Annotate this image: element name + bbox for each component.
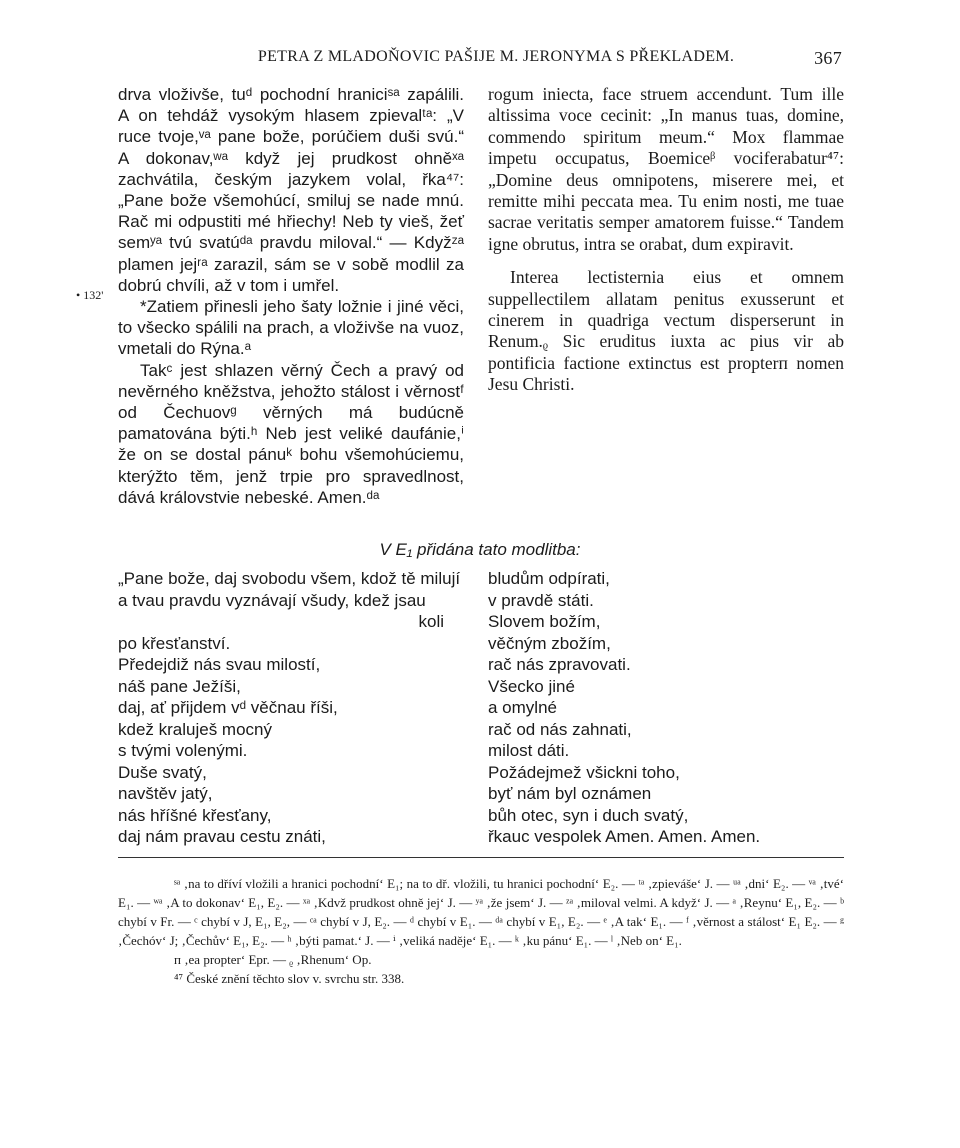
prayer-line: byť nám byl oznámen [488, 784, 652, 803]
prayer-line: kdež kraluješ mocný [118, 719, 273, 739]
footnote-variants: ˢᵃ ‚na to dříví vložili a hranici pochodní‘ E₁; na to dř. vložili, tu hranici pochodní‘ E₂. — ᵗᵃ ‚zpieváše‘ J. — ᵘᵃ ‚dni‘ E₂. — ᵛᵃ ‚tvé‘ E₁. — ʷᵃ ‚A to dokonav‘ E₁, E₂. — ˣᵃ ‚Kdvž prudkost ohně jej‘ J. — ʸᵃ ‚že jsem‘ J. — ᶻᵃ ‚miloval velmi. A když‘ J. — ᵃ ‚Reynu‘ E₁, E₂. — ᵇ chybí v Fr. — ᶜ chybí v J, E₁, E₂, — ᶜᵃ chybí v J, E₂. — ᵈ chybí v E₁. — ᵈᵃ chybí v E₁, E₂. — ᵉ ‚A tak‘ E₁. — ᶠ ‚věrnost a stálost‘ E₁ E₂. — ᵍ ‚Čechóv‘ J; ‚Čechův‘ E₁, E₂. — ʰ ‚býti pamat.‘ J. — ⁱ ‚veliká naděje‘ E₁. — ᵏ ‚ku pánu‘ E₁. — ˡ ‚Neb on‘ E₁. [118, 876, 844, 948]
prayer-line: věčným zbožím, [488, 633, 611, 653]
prayer-line: daj, ať přijdem vᵈ věčnau říši, [118, 698, 338, 717]
prayer-line: a omylné [488, 698, 557, 717]
latin-paragraph-1: rogum iniecta, face struem accendunt. Tum ille altissima voce cecinit: „In manus tuas, domine, commendo spiritum meum.“ Mox flammae impetu occupatus, Boemiceᵝ vociferabatur⁴⁷: „Domine deus omnipotens, miserere mei, et remitte mihi peccata mea. Tu enim nosti, me tuae sacrae veritatis semper amatorem fuisse.“ Tandem igne obrutus, intra se orabat, dum expiravit. [488, 84, 844, 254]
prayer-line: nás hříšné křesťany, [118, 805, 272, 825]
prayer-line: a tvau pravdu vyznávají všudy, kdež jsau [118, 590, 426, 610]
prayer-right-column [488, 568, 808, 848]
prayer-left-column [118, 568, 474, 848]
prayer-line: s tvými volenými. [118, 741, 248, 760]
footnotes [118, 874, 844, 988]
czech-paragraph-2: *Zatiem přinesli jeho šaty ložnie i jiné věci, to všecko spálili na prach, a vloživše na vuoz, vmetali do Rýna.ᵃ [118, 297, 464, 359]
prayer-line: řkauc vespolek Amen. Amen. Amen. [488, 827, 761, 846]
prayer-line: rač od nás zahnati, [488, 719, 632, 739]
prayer-line: „Pane bože, daj svobodu všem, kdož tě milují [118, 569, 461, 588]
prayer-line: Duše svatý, [118, 762, 207, 782]
prayer-line: náš pane Ježíši, [118, 676, 241, 696]
prayer-line: po křesťanství. [118, 633, 231, 653]
prayer-line: Slovem božím, [488, 612, 601, 631]
footnote-latin-variants: ᴨ ‚ea propter‘ Epr. — ᵨ ‚Rhenum‘ Op. [174, 952, 372, 967]
page-number: 367 [814, 48, 842, 68]
prayer-line: v pravdě státi. [488, 590, 594, 610]
page-header-title: PETRA Z MLADOŇOVIC PAŠIJE M. JERONYMA S PŘEKLADEM. [257, 48, 735, 65]
running-head [150, 48, 842, 66]
prayer-line: milost dáti. [488, 741, 570, 760]
footnote-divider [118, 857, 844, 858]
prayer-line: Požádejmež všickni toho, [488, 762, 680, 782]
margin-page-reference: • 132' [76, 288, 104, 302]
czech-text-column [118, 84, 464, 508]
prayer-line: Předejdiž nás svau milostí, [118, 655, 321, 674]
prayer-line: bludům odpírati, [488, 569, 610, 588]
footnote-reference: ⁴⁷ České znění těchto slov v. svrchu str. 338. [174, 971, 405, 986]
prayer-line: daj nám pravau cestu znáti, [118, 827, 326, 846]
prayer-line: bůh otec, syn i duch svatý, [488, 805, 689, 825]
czech-paragraph-1: drva vloživše, tuᵈ pochodní hraniciˢᵃ zapálili. A on tehdáž vysokým hlasem zpievalᵗᵃ: „V ruce tvoje,ᵛᵃ pane bože, porúčiem duši svú.“ A dokonav,ʷᵃ když jej prudkost ohněˣᵃ zachvátila, českým jazykem volal, řka⁴⁷: „Pane bože všemohúcí, smiluj se nade mnú. Rač mi odpustiti mé hřiechy! Neb ty vieš, žeť semʸᵃ tvú svatúᵈᵃ pravdu miloval.“ — Kdyžᶻᵃ plamen jejʳᵃ zarazil, sám se v sobě modlil za dobrú chvíli, až v tom i umřel. [118, 85, 464, 295]
prayer-heading: V E₁ přidána tato modlitba: [379, 540, 581, 559]
prayer-line: rač nás zpravovati. [488, 655, 631, 674]
czech-paragraph-3: Takᶜ jest shlazen věrný Čech a pravý od nevěrného kněžstva, jehožto stálost i věrnostᶠ od Čechuovᵍ věrných má budúcně pamatována býti.ʰ Neb jest veliké daufánie,ⁱ že on se dostal pánuᵏ bohu všemohúciemu, kterýžto těm, jenž trpie pro spravedlnost, dává královstvie nebeské. Amen.ᵈᵃ [118, 360, 464, 507]
latin-paragraph-2: Interea lectisternia eius et omnem suppellectilem allatam penitus exusserunt et cinerem in quadriga vectum disperserunt in Renum.ᵨ Sic eruditus iuxta ac pius vir ab pontificia factione extinctus est propterᴨ nomen Jesu Christi. [488, 267, 844, 395]
latin-text-column [488, 84, 844, 396]
prayer-line: koli [418, 612, 444, 631]
prayer-line: navštěv jatý, [118, 784, 213, 803]
paragraph-gap [488, 255, 844, 267]
prayer-line: Všecko jiné [488, 676, 575, 696]
